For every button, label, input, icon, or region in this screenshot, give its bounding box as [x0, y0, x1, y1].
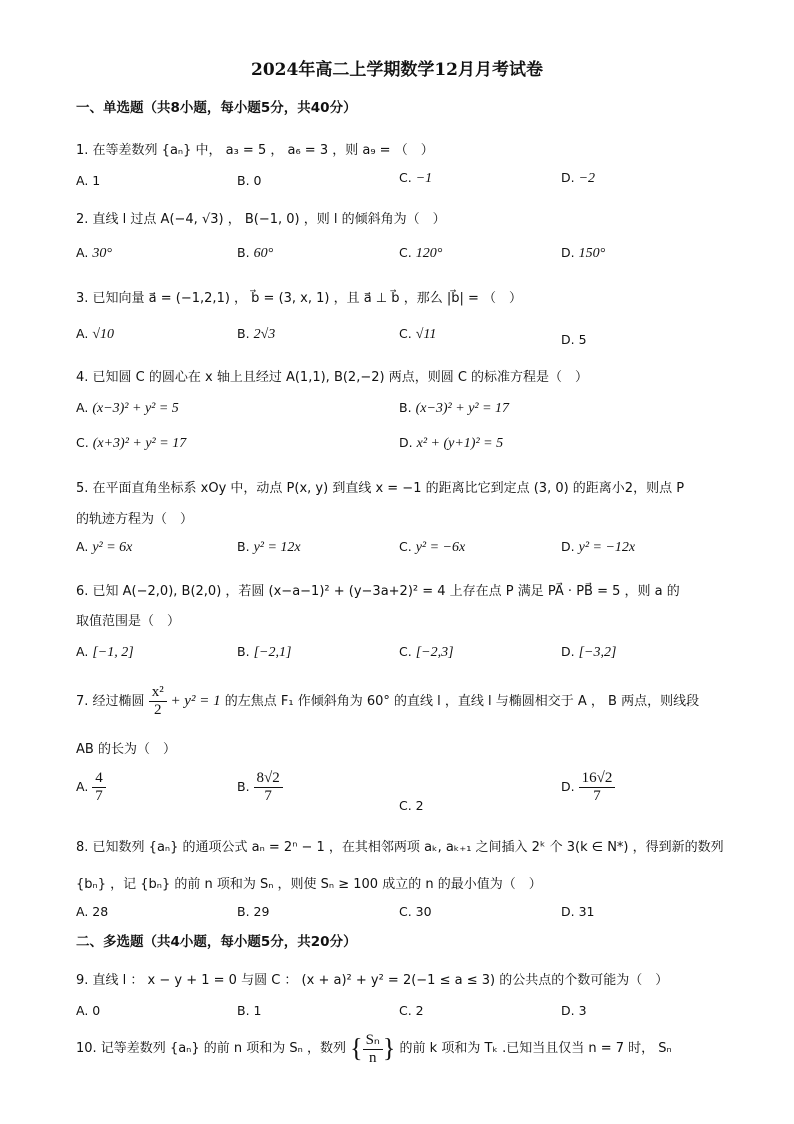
question-1: 1. 在等差数列 {aₙ} 中， a₃ = 5 ， a₆ = 3 ，则 a₉ = （ ）	[76, 143, 434, 158]
q1-option-b: B. 0	[237, 173, 262, 188]
q6-option-c: C. [−2,3]	[399, 644, 454, 660]
q7-option-c: C. 2	[399, 798, 424, 813]
q5-option-d: D. y² = −12x	[561, 539, 636, 555]
section-heading-single-choice: 一、单选题（共8小题，每小题5分，共40分）	[76, 100, 357, 116]
q5-option-b: B. y² = 12x	[237, 539, 301, 555]
page-title: 2024年高二上学期数学12月月考试卷	[251, 60, 543, 80]
q1-option-c: C. −1	[399, 170, 433, 186]
q4-option-b: B. (x−3)² + y² = 17	[399, 400, 510, 416]
question-9: 9. 直线 l ： x − y + 1 = 0 与圆 C ： (x + a)² + y² = 2(−1 ≤ a ≤ 3) 的公共点的个数可能为（ ）	[76, 973, 669, 988]
q2-option-b: B. 60°	[237, 245, 274, 261]
q6-option-d: D. [−3,2]	[561, 644, 617, 660]
q5-option-c: C. y² = −6x	[399, 539, 466, 555]
q9-option-c: C. 2	[399, 1003, 424, 1018]
q2-option-c: C. 120°	[399, 245, 443, 261]
q7-option-b: B. $\frac{8√2}{7}$	[237, 770, 283, 805]
q1-option-d: D. −2	[561, 170, 596, 186]
ellipse-fraction: $\frac{\text{x²}}{2}$	[149, 684, 167, 719]
question-5-line-2: 的轨迹方程为（ ）	[76, 512, 194, 527]
question-6-line-2: 取值范围是（ ）	[76, 614, 181, 629]
question-4: 4. 已知圆 C 的圆心在 x 轴上且经过 A(1,1), B(2,−2) 两点，则圆 C 的标准方程是（ ）	[76, 370, 589, 385]
question-5-line-1: 5. 在平面直角坐标系 xOy 中，动点 P(x, y) 到直线 x = −1 的距离比它到定点 (3, 0) 的距离小2，则点 P	[76, 481, 685, 496]
q8-option-c: C. 30	[399, 904, 432, 919]
q8-option-a: A. 28	[76, 904, 109, 919]
q4-option-a: A. (x−3)² + y² = 5	[76, 400, 179, 416]
q3-option-c: C. √11	[399, 326, 437, 342]
section-heading-multiple-choice: 二、多选题（共4小题，每小题5分，共20分）	[76, 934, 357, 950]
q6-option-a: A. [−1, 2]	[76, 644, 134, 660]
question-6-line-1: 6. 已知 A(−2,0), B(2,0) ，若圆 (x−a−1)² + (y−3a+2)² = 4 上存在点 P 满足 PA⃗ · PB⃗ = 5 ，则 a 的	[76, 584, 680, 599]
q7-option-d: D. $\frac{16√2}{7}$	[561, 770, 615, 805]
q5-option-a: A. y² = 6x	[76, 539, 133, 555]
q6-option-b: B. [−2,1]	[237, 644, 292, 660]
question-8-line-1: 8. 已知数列 {aₙ} 的通项公式 aₙ = 2ⁿ − 1 ，在其相邻两项 aₖ, aₖ₊₁ 之间插入 2ᵏ 个 3(k ∈ N*) ，得到新的数列	[76, 840, 724, 855]
q2-option-a: A. 30°	[76, 245, 112, 261]
q4-option-d: D. x² + (y+1)² = 5	[399, 435, 504, 451]
q2-option-d: D. 150°	[561, 245, 606, 261]
question-8-line-2: {bₙ} ，记 {bₙ} 的前 n 项和为 Sₙ ，则使 Sₙ ≥ 100 成立的 n 的最小值为（ ）	[76, 877, 542, 892]
q8-option-d: D. 31	[561, 904, 595, 919]
q3-option-a: A. √10	[76, 326, 114, 342]
q7-option-a: A. $\frac{4}{7}$	[76, 770, 106, 805]
q3-option-d: D. 5	[561, 332, 587, 347]
question-7-line-2: AB 的长为（ ）	[76, 742, 176, 757]
q1-option-a: A. 1	[76, 173, 101, 188]
question-3: 3. 已知向量 a⃗ = (−1,2,1) ， b⃗ = (3, x, 1) ，且 a⃗ ⊥ b⃗ ，那么 |b⃗| = （ ）	[76, 291, 522, 306]
question-7-line-1: 7. 经过椭圆 $\frac{\text{x²}}{2}$ + y² = 1 的左焦点 F₁ 作倾斜角为 60° 的直线 l ，直线 l 与椭圆相交于 A ， B 两点，则线段	[76, 684, 700, 718]
q9-option-d: D. 3	[561, 1003, 587, 1018]
sn-over-n-fraction: $\frac{\text{Sₙ}}{n}$	[363, 1030, 383, 1067]
q9-option-b: B. 1	[237, 1003, 262, 1018]
q9-option-a: A. 0	[76, 1003, 101, 1018]
q8-option-b: B. 29	[237, 904, 270, 919]
q3-option-b: B. 2√3	[237, 326, 276, 342]
question-10: 10. 记等差数列 {aₙ} 的前 n 项和为 Sₙ ，数列 { $\frac{\text{Sₙ}}{n}$ } 的前 k 项和为 Tₖ .已知当且仅当 n = 7 时， Sₙ	[76, 1032, 672, 1066]
q4-option-c: C. (x+3)² + y² = 17	[76, 435, 187, 451]
question-2: 2. 直线 l 过点 A(−4, √3) ， B(−1, 0) ，则 l 的倾斜角为（ ）	[76, 212, 446, 227]
